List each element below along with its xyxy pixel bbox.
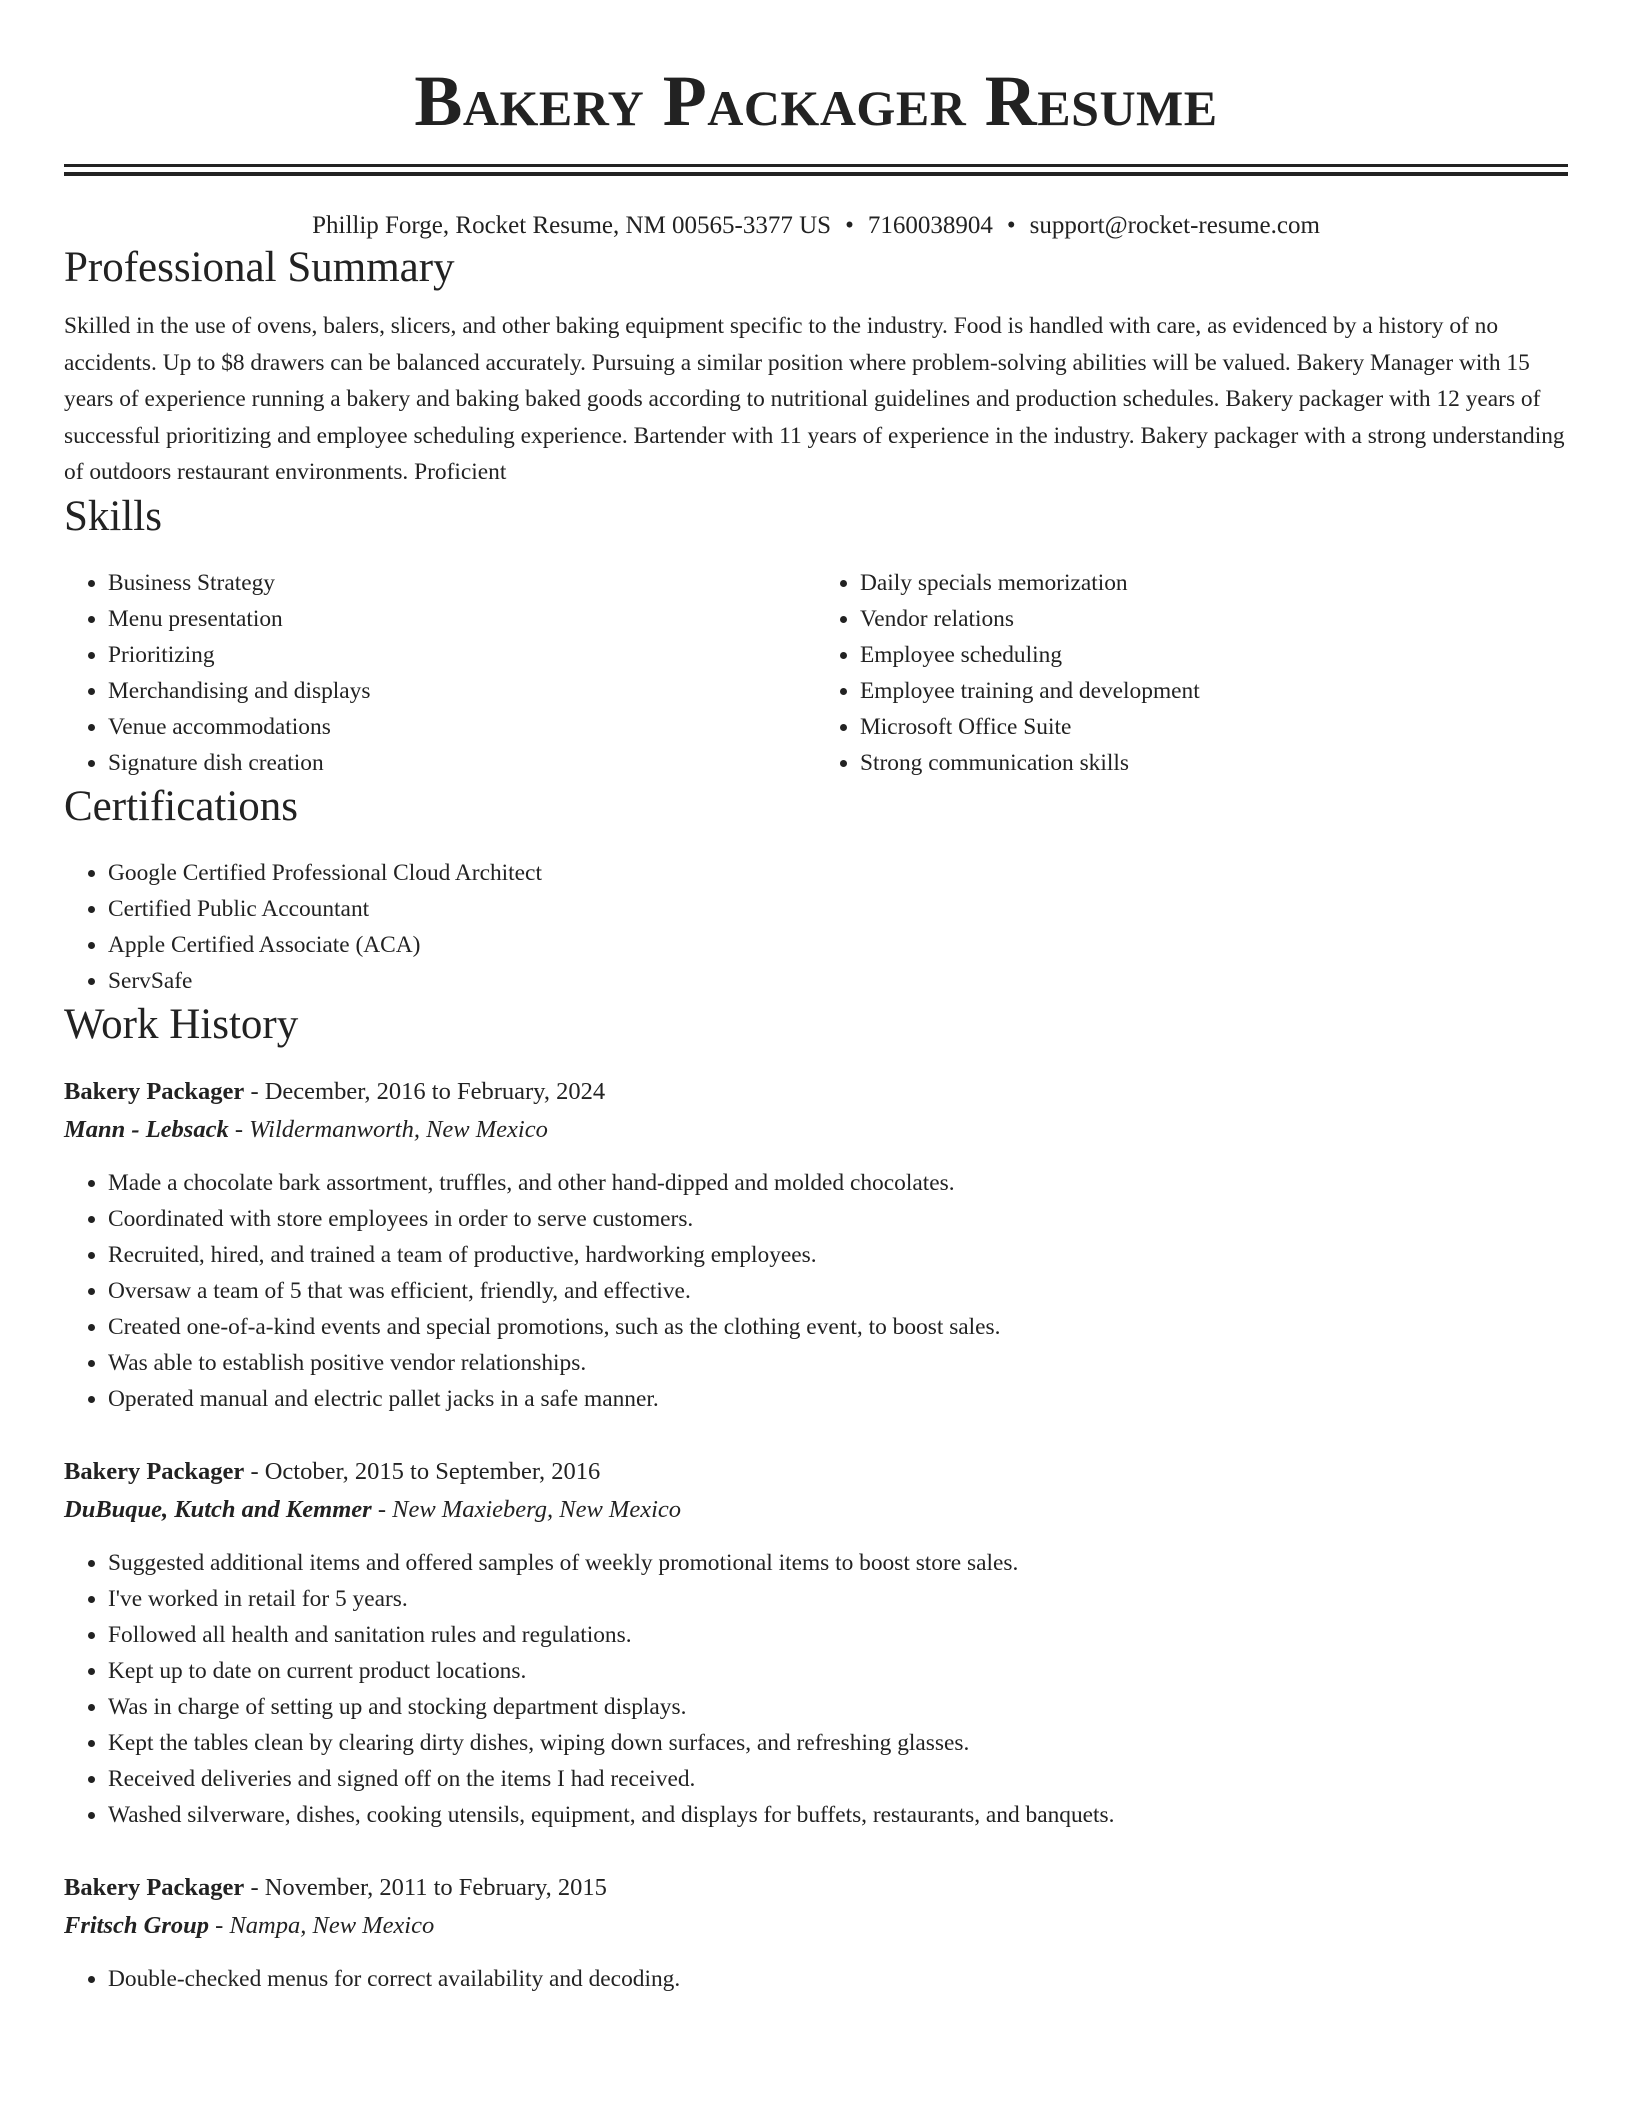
job-company-line: [64, 1907, 1568, 1945]
certification-item: • Apple Certified Associate (ACA): [108, 927, 1568, 963]
skill-item: • Venue accommodations: [108, 709, 816, 745]
job-header: [64, 1073, 1568, 1111]
contact-address: Phillip Forge, Rocket Resume, NM 00565-3377 US: [312, 212, 832, 239]
skills-section: [64, 491, 1568, 781]
job-bullet: • Suggested additional items and offered samples of weekly promotional items to boost store sales.: [108, 1545, 1568, 1581]
work-history-heading: Work History: [64, 1000, 299, 1048]
job-header: [64, 1869, 1568, 1907]
skills-heading: Skills: [64, 492, 162, 540]
certification-item: • Certified Public Accountant: [108, 891, 1568, 927]
contact-phone: 7160038904: [867, 212, 993, 239]
contact-email: support@rocket-resume.com: [1029, 212, 1320, 239]
skill-item: • Business Strategy: [108, 565, 816, 601]
job-entry: [64, 1453, 1568, 1833]
job-dates: November, 2011 to February, 2015: [264, 1873, 607, 1901]
certifications-heading: Certifications: [64, 782, 299, 830]
skill-item: • Employee scheduling: [860, 637, 1568, 673]
skill-item: • Merchandising and displays: [108, 673, 816, 709]
job-bullet: • Kept the tables clean by clearing dirty dishes, wiping down surfaces, and refreshing glasses.: [108, 1725, 1568, 1761]
job-bullet: • Received deliveries and signed off on the items I had received.: [108, 1761, 1568, 1797]
job-bullet: • I've worked in retail for 5 years.: [108, 1581, 1568, 1617]
skill-item: • Daily specials memorization: [860, 565, 1568, 601]
job-location: Nampa, New Mexico: [229, 1911, 435, 1939]
skill-item: • Vendor relations: [860, 601, 1568, 637]
certifications-list: [64, 855, 1568, 999]
work-history-section: [64, 999, 1568, 1997]
skill-item: • Microsoft Office Suite: [860, 709, 1568, 745]
job-dash: -: [371, 1495, 393, 1523]
certifications-section: [64, 781, 1568, 999]
title-divider-bottom: [64, 172, 1568, 176]
job-bullets: [64, 1165, 1568, 1417]
skill-item: • Employee training and development: [860, 673, 1568, 709]
contact-separator: •: [1006, 212, 1016, 239]
skills-list-right: [816, 565, 1568, 781]
job-bullet: • Was able to establish positive vendor relationships.: [108, 1345, 1568, 1381]
job-company: DuBuque, Kutch and Kemmer: [64, 1495, 372, 1523]
title-divider-top: [64, 164, 1568, 167]
page-title: Bakery Packager Resume: [414, 61, 1218, 141]
job-bullets: [64, 1545, 1568, 1833]
job-company-line: [64, 1491, 1568, 1529]
job-bullet: • Washed silverware, dishes, cooking utensils, equipment, and displays for buffets, restaurants, and banquets.: [108, 1797, 1568, 1833]
job-dash: -: [244, 1077, 265, 1105]
job-entry: [64, 1869, 1568, 1997]
skill-item: • Prioritizing: [108, 637, 816, 673]
summary-section: [64, 242, 1568, 491]
job-bullet: • Was in charge of setting up and stocking department displays.: [108, 1689, 1568, 1725]
skills-grid: [64, 565, 1568, 781]
contact-separator: •: [845, 212, 854, 239]
job-bullet: • Recruited, hired, and trained a team of productive, hardworking employees.: [108, 1237, 1568, 1273]
job-bullet: • Followed all health and sanitation rules and regulations.: [108, 1617, 1568, 1653]
job-role: Bakery Packager: [64, 1457, 245, 1485]
skill-item: • Strong communication skills: [860, 745, 1568, 781]
job-bullet: • Double-checked menus for correct availability and decoding.: [108, 1961, 1568, 1997]
certification-item: • Google Certified Professional Cloud Architect: [108, 855, 1568, 891]
job-company: Mann - Lebsack: [64, 1115, 229, 1143]
skill-item: • Menu presentation: [108, 601, 816, 637]
certification-item: • ServSafe: [108, 963, 1568, 999]
job-location: Wildermanworth, New Mexico: [249, 1115, 548, 1143]
contact-line: [64, 210, 1568, 242]
job-bullet: • Operated manual and electric pallet jacks in a safe manner.: [108, 1381, 1568, 1417]
job-dash: -: [228, 1115, 250, 1143]
job-bullets: [64, 1961, 1568, 1997]
job-company: Fritsch Group: [64, 1911, 210, 1939]
summary-heading: Professional Summary: [64, 244, 455, 291]
job-role: Bakery Packager: [64, 1873, 245, 1901]
job-bullet: • Kept up to date on current product locations.: [108, 1653, 1568, 1689]
job-bullet: • Oversaw a team of 5 that was efficient, friendly, and effective.: [108, 1273, 1568, 1309]
job-location: New Maxieberg, New Mexico: [392, 1495, 682, 1523]
job-dates: December, 2016 to February, 2024: [264, 1077, 606, 1105]
job-company-line: [64, 1111, 1568, 1149]
skill-item: • Signature dish creation: [108, 745, 816, 781]
job-role: Bakery Packager: [64, 1077, 245, 1105]
job-dash: -: [244, 1457, 265, 1485]
job-entry: [64, 1073, 1568, 1417]
job-header: [64, 1453, 1568, 1491]
job-bullet: • Created one-of-a-kind events and special promotions, such as the clothing event, to boost sales.: [108, 1309, 1568, 1345]
job-bullet: • Made a chocolate bark assortment, truffles, and other hand-dipped and molded chocolates.: [108, 1165, 1568, 1201]
job-dates: October, 2015 to September, 2016: [264, 1457, 601, 1485]
summary-text: Skilled in the use of ovens, balers, slicers, and other baking equipment specific to the industry. Food is handled with care, as evidenced by a history of no accidents. Up to $8 drawers can be balanced accurately. Pursuing a similar position where problem-solving abilities will be valued. Bakery Manager with 15 years of experience running a bakery and baking baked goods according to nutritional guidelines and production schedules. Bakery packager with 12 years of successful prioritizing and employee scheduling experience. Bartender with 11 years of experience in the industry. Bakery packager with a strong understanding of outdoors restaurant environments. Proficient: [64, 313, 1565, 485]
job-bullet: • Coordinated with store employees in order to serve customers.: [108, 1201, 1568, 1237]
job-dash: -: [209, 1911, 230, 1939]
job-dash: -: [244, 1873, 265, 1901]
skills-list-left: [64, 565, 816, 781]
